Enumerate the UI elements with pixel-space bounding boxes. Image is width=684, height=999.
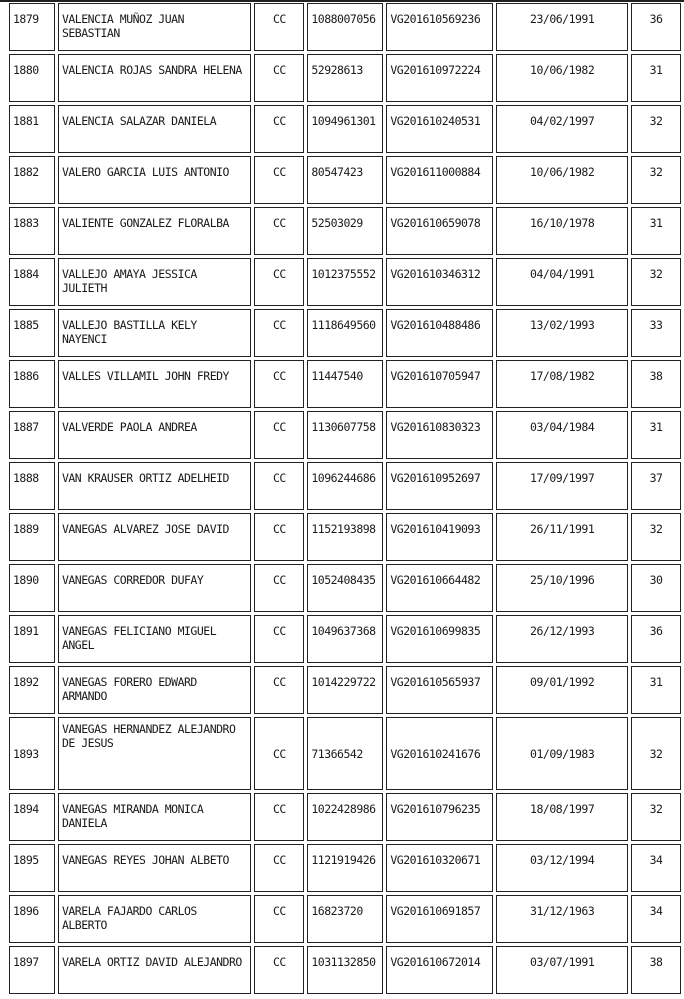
cell-full-name: VALLEJO AMAYA JESSICA JULIETH [58, 258, 252, 306]
cell-full-name: VANEGAS FORERO EDWARD ARMANDO [58, 666, 252, 714]
cell-registration-code: VG201610699835 [386, 615, 493, 663]
cell-row-number: 1895 [9, 844, 55, 892]
cell-document-type: CC [254, 564, 304, 612]
cell-age: 31 [631, 411, 681, 459]
cell-full-name: VARELA FAJARDO CARLOS ALBERTO [58, 895, 252, 943]
cell-birth-date: 17/08/1982 [496, 360, 628, 408]
table-row [9, 105, 681, 153]
cell-document-number: 1031132850 [307, 946, 383, 994]
cell-document-number: 1118649560 [307, 309, 383, 357]
cell-full-name: VALVERDE PAOLA ANDREA [58, 411, 252, 459]
cell-row-number: 1879 [9, 3, 55, 51]
cell-row-number: 1880 [9, 54, 55, 102]
table-row [9, 513, 681, 561]
table-body [9, 3, 681, 994]
cell-document-type: CC [254, 309, 304, 357]
table-row [9, 946, 681, 994]
table-row [9, 793, 681, 841]
cell-full-name: VAN KRAUSER ORTIZ ADELHEID [58, 462, 252, 510]
cell-row-number: 1881 [9, 105, 55, 153]
cell-age: 36 [631, 615, 681, 663]
cell-registration-code: VG201610659078 [386, 207, 493, 255]
cell-full-name: VARELA ORTIZ DAVID ALEJANDRO [58, 946, 252, 994]
cell-birth-date: 18/08/1997 [496, 793, 628, 841]
cell-birth-date: 23/06/1991 [496, 3, 628, 51]
cell-document-type: CC [254, 207, 304, 255]
cell-full-name: VALLEJO BASTILLA KELY NAYENCI [58, 309, 252, 357]
table-row [9, 895, 681, 943]
cell-birth-date: 13/02/1993 [496, 309, 628, 357]
cell-document-type: CC [254, 717, 304, 790]
cell-document-number: 52503029 [307, 207, 383, 255]
cell-registration-code: VG201610796235 [386, 793, 493, 841]
cell-row-number: 1896 [9, 895, 55, 943]
cell-row-number: 1884 [9, 258, 55, 306]
cell-full-name: VALLES VILLAMIL JOHN FREDY [58, 360, 252, 408]
cell-document-number: 1049637368 [307, 615, 383, 663]
cell-document-type: CC [254, 895, 304, 943]
cell-full-name: VALERO GARCIA LUIS ANTONIO [58, 156, 252, 204]
cell-row-number: 1887 [9, 411, 55, 459]
cell-document-type: CC [254, 615, 304, 663]
cell-birth-date: 01/09/1983 [496, 717, 628, 790]
table-row [9, 309, 681, 357]
cell-age: 32 [631, 258, 681, 306]
cell-registration-code: VG201610664482 [386, 564, 493, 612]
cell-full-name: VANEGAS MIRANDA MONICA DANIELA [58, 793, 252, 841]
table-row [9, 360, 681, 408]
cell-registration-code: VG201610565937 [386, 666, 493, 714]
cell-document-type: CC [254, 411, 304, 459]
table-row [9, 564, 681, 612]
cell-age: 33 [631, 309, 681, 357]
cell-registration-code: VG201610952697 [386, 462, 493, 510]
table-row [9, 462, 681, 510]
cell-birth-date: 31/12/1963 [496, 895, 628, 943]
cell-birth-date: 09/01/1992 [496, 666, 628, 714]
cell-document-number: 1121919426 [307, 844, 383, 892]
cell-birth-date: 03/12/1994 [496, 844, 628, 892]
cell-registration-code: VG201610419093 [386, 513, 493, 561]
cell-document-number: 1094961301 [307, 105, 383, 153]
cell-birth-date: 26/11/1991 [496, 513, 628, 561]
cell-registration-code: VG201610569236 [386, 3, 493, 51]
cell-full-name: VANEGAS HERNANDEZ ALEJANDRO DE JESUS [58, 717, 252, 790]
cell-age: 31 [631, 54, 681, 102]
cell-document-type: CC [254, 54, 304, 102]
cell-document-type: CC [254, 156, 304, 204]
cell-registration-code: VG201610240531 [386, 105, 493, 153]
cell-document-type: CC [254, 360, 304, 408]
cell-document-number: 1014229722 [307, 666, 383, 714]
cell-age: 31 [631, 207, 681, 255]
table-row [9, 844, 681, 892]
cell-age: 38 [631, 946, 681, 994]
cell-document-type: CC [254, 844, 304, 892]
cell-registration-code: VG201610488486 [386, 309, 493, 357]
cell-row-number: 1885 [9, 309, 55, 357]
table-row [9, 411, 681, 459]
cell-registration-code: VG201610830323 [386, 411, 493, 459]
cell-row-number: 1886 [9, 360, 55, 408]
cell-document-number: 1088007056 [307, 3, 383, 51]
cell-registration-code: VG201610241676 [386, 717, 493, 790]
cell-document-number: 52928613 [307, 54, 383, 102]
cell-registration-code: VG201610672014 [386, 946, 493, 994]
table-row [9, 3, 681, 51]
cell-document-number: 1022428986 [307, 793, 383, 841]
cell-row-number: 1891 [9, 615, 55, 663]
cell-full-name: VALENCIA MUÑOZ JUAN SEBASTIAN [58, 3, 252, 51]
cell-age: 36 [631, 3, 681, 51]
cell-document-number: 1052408435 [307, 564, 383, 612]
cell-registration-code: VG201610691857 [386, 895, 493, 943]
cell-document-type: CC [254, 258, 304, 306]
table-row [9, 54, 681, 102]
cell-document-type: CC [254, 946, 304, 994]
cell-row-number: 1889 [9, 513, 55, 561]
cell-document-type: CC [254, 105, 304, 153]
cell-age: 32 [631, 105, 681, 153]
cell-document-type: CC [254, 666, 304, 714]
cell-full-name: VALENCIA SALAZAR DANIELA [58, 105, 252, 153]
cell-age: 32 [631, 717, 681, 790]
cell-age: 37 [631, 462, 681, 510]
cell-birth-date: 10/06/1982 [496, 156, 628, 204]
cell-full-name: VANEGAS ALVAREZ JOSE DAVID [58, 513, 252, 561]
cell-birth-date: 03/04/1984 [496, 411, 628, 459]
cell-full-name: VALIENTE GONZALEZ FLORALBA [58, 207, 252, 255]
cell-row-number: 1897 [9, 946, 55, 994]
cell-birth-date: 25/10/1996 [496, 564, 628, 612]
cell-full-name: VANEGAS REYES JOHAN ALBETO [58, 844, 252, 892]
cell-registration-code: VG201610972224 [386, 54, 493, 102]
cell-document-type: CC [254, 462, 304, 510]
cell-row-number: 1888 [9, 462, 55, 510]
cell-document-number: 16823720 [307, 895, 383, 943]
cell-age: 32 [631, 793, 681, 841]
cell-birth-date: 17/09/1997 [496, 462, 628, 510]
cell-document-number: 1012375552 [307, 258, 383, 306]
cell-row-number: 1892 [9, 666, 55, 714]
cell-row-number: 1894 [9, 793, 55, 841]
cell-birth-date: 26/12/1993 [496, 615, 628, 663]
cell-full-name: VANEGAS CORREDOR DUFAY [58, 564, 252, 612]
cell-registration-code: VG201611000884 [386, 156, 493, 204]
cell-document-number: 1152193898 [307, 513, 383, 561]
table-row [9, 717, 681, 790]
cell-age: 38 [631, 360, 681, 408]
cell-birth-date: 16/10/1978 [496, 207, 628, 255]
cell-age: 32 [631, 156, 681, 204]
cell-document-type: CC [254, 3, 304, 51]
cell-full-name: VALENCIA ROJAS SANDRA HELENA [58, 54, 252, 102]
cell-row-number: 1882 [9, 156, 55, 204]
cell-birth-date: 10/06/1982 [496, 54, 628, 102]
cell-birth-date: 03/07/1991 [496, 946, 628, 994]
registry-table [6, 0, 684, 997]
cell-age: 30 [631, 564, 681, 612]
cell-age: 34 [631, 895, 681, 943]
cell-document-type: CC [254, 513, 304, 561]
cell-birth-date: 04/04/1991 [496, 258, 628, 306]
cell-age: 34 [631, 844, 681, 892]
cell-row-number: 1893 [9, 717, 55, 790]
cell-document-number: 1130607758 [307, 411, 383, 459]
cell-document-type: CC [254, 793, 304, 841]
cell-row-number: 1890 [9, 564, 55, 612]
cell-birth-date: 04/02/1997 [496, 105, 628, 153]
cell-document-number: 1096244686 [307, 462, 383, 510]
cell-full-name: VANEGAS FELICIANO MIGUEL ANGEL [58, 615, 252, 663]
cell-age: 32 [631, 513, 681, 561]
cell-row-number: 1883 [9, 207, 55, 255]
cell-registration-code: VG201610346312 [386, 258, 493, 306]
cell-document-number: 71366542 [307, 717, 383, 790]
table-row [9, 615, 681, 663]
cell-document-number: 80547423 [307, 156, 383, 204]
cell-age: 31 [631, 666, 681, 714]
cell-document-number: 11447540 [307, 360, 383, 408]
table-row [9, 156, 681, 204]
cell-registration-code: VG201610320671 [386, 844, 493, 892]
table-row [9, 258, 681, 306]
table-row [9, 207, 681, 255]
cell-registration-code: VG201610705947 [386, 360, 493, 408]
table-row [9, 666, 681, 714]
